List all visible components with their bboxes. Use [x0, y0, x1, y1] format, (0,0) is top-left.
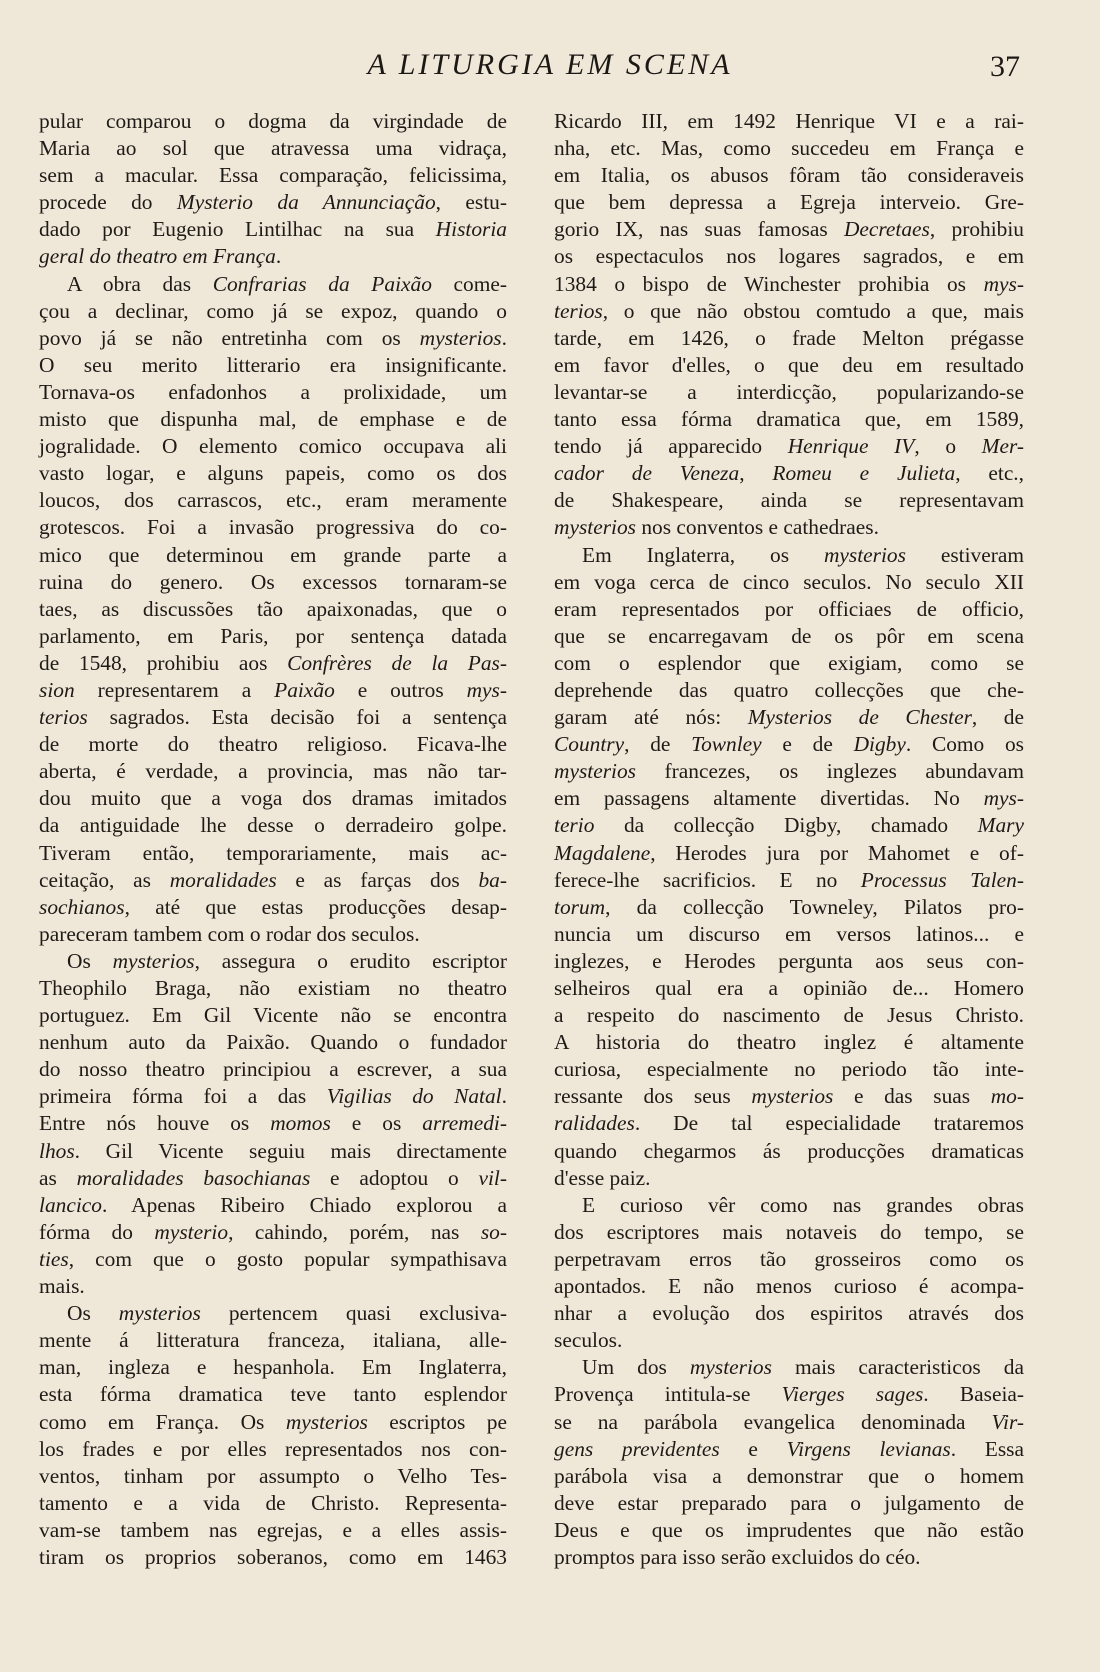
text-segment: , de [624, 732, 692, 757]
text-line [39, 1165, 507, 1192]
italic-text: mysterio [154, 1219, 229, 1244]
text-segment: tanto essa fórma dramatica que, em 1589, [554, 407, 1024, 432]
text-segment: . De tal especialidade trataremos [634, 1111, 1024, 1136]
italic-text: mo- [990, 1084, 1024, 1109]
italic-text: Mary [977, 813, 1024, 838]
text-segment: mais. [39, 1274, 85, 1299]
text-segment: fórma do [39, 1219, 155, 1244]
text-segment: escriptos pe [367, 1409, 507, 1434]
italic-text: terio [554, 813, 595, 838]
text-line [554, 1219, 1024, 1246]
text-segment: ceitação, as [39, 867, 170, 892]
text-segment: , etc., [955, 461, 1025, 486]
text-segment: aberta, é verdade, a provincia, mas não tar- [39, 759, 507, 784]
text-line [39, 758, 507, 785]
text-segment: nos conventos e cathedraes. [636, 515, 879, 540]
text-segment: vasto logar, e alguns papeis, como os dos [39, 461, 507, 486]
text-line [554, 1381, 1024, 1408]
text-segment: tarde, em 1426, o frade Melton prégasse [554, 325, 1024, 350]
text-line [39, 1029, 507, 1056]
text-segment: A historia do theatro inglez é altamente [554, 1030, 1024, 1055]
text-segment: man, ingleza e hespanhola. Em Inglaterra, [39, 1355, 507, 1380]
text-segment: Tornava-os enfadonhos a prolixidade, um [39, 379, 507, 404]
text-segment: , estu- [435, 190, 507, 215]
text-line [39, 596, 507, 623]
text-segment: Maria ao sol que atravessa uma vidraça, [39, 136, 507, 161]
text-segment: Um dos [582, 1355, 690, 1380]
text-segment: selheiros qual era a opinião de... Homero [554, 976, 1024, 1000]
text-segment: , da collecção Towneley, Pilatos pro- [605, 894, 1024, 919]
text-line [554, 1436, 1024, 1463]
italic-text: Townley [691, 732, 762, 757]
text-segment: francezes, os inglezes abundavam [636, 759, 1024, 784]
text-segment: pertencem quasi exclusiva- [200, 1301, 507, 1326]
text-segment: d'esse paiz. [554, 1165, 651, 1190]
text-segment: dou muito que a voga dos dramas imitados [39, 786, 507, 811]
italic-text: Magdalene [554, 840, 651, 865]
italic-text: mys- [466, 677, 507, 702]
text-segment: garam até nós: [554, 705, 748, 730]
italic-text: terios [554, 298, 603, 323]
text-segment: gorio IX, nas suas famosas [554, 217, 844, 242]
italic-text: Confrarias da Paixão [212, 271, 432, 296]
text-line [554, 975, 1024, 1002]
text-line [39, 704, 507, 731]
text-line [554, 1327, 1024, 1354]
text-line [39, 948, 507, 975]
text-line [554, 271, 1024, 298]
text-segment: do nosso theatro principiou a escrever, a sua [39, 1057, 507, 1082]
text-line [554, 1409, 1024, 1436]
text-line [554, 1490, 1024, 1517]
text-segment: curiosa, especialmente no periodo tão inte- [554, 1057, 1024, 1082]
text-line [39, 731, 507, 758]
page-number: 37 [990, 50, 1020, 83]
page-header [40, 48, 1060, 92]
text-line [554, 1273, 1024, 1300]
text-line [554, 325, 1024, 352]
text-line [39, 921, 507, 948]
text-segment: em favor d'elles, o que deu em resultado [554, 352, 1024, 377]
text-segment: promptos para isso serão excluidos do céo. [554, 1544, 921, 1569]
text-segment: da collecção Digby, chamado [594, 813, 978, 838]
text-line [554, 758, 1024, 785]
text-line [554, 812, 1024, 839]
text-line [554, 948, 1024, 975]
text-segment: ferece-lhe sacrificios. E no [554, 867, 861, 892]
text-segment: ruina do genero. Os excessos tornaram-se [39, 569, 507, 594]
text-line [39, 1544, 507, 1571]
italic-text: Henrique IV [787, 434, 915, 459]
text-segment: O seu merito litterario era insignificante. [39, 352, 507, 377]
text-segment: deprehende das quatro collecções que che- [554, 677, 1024, 702]
text-segment: . [501, 1084, 507, 1109]
text-line [554, 162, 1024, 189]
text-segment: Theophilo Braga, não existiam no theatro [39, 976, 507, 1000]
text-line [39, 569, 507, 596]
text-line [554, 352, 1024, 379]
text-segment: mico que determinou em grande parte a [39, 542, 507, 567]
text-segment: çou a declinar, como já se expoz, quando o [39, 298, 507, 323]
text-segment: . Gil Vicente seguiu mais directamente [74, 1138, 507, 1163]
italic-text: Mysterio da Annunciação [176, 190, 436, 215]
text-segment: e os [330, 1111, 423, 1136]
text-line [554, 216, 1024, 243]
text-line [554, 1300, 1024, 1327]
text-segment: Deus e que os imprudentes que não estão [554, 1517, 1024, 1542]
text-segment: jogralidade. O elemento comico occupava ali [39, 434, 507, 459]
italic-text: mysterios [112, 948, 195, 973]
text-segment: e de [761, 732, 854, 757]
italic-text: momos [270, 1111, 331, 1136]
text-line [39, 1354, 507, 1381]
text-line [554, 542, 1024, 569]
text-segment: come- [431, 271, 507, 296]
text-segment: Tiveram então, temporariamente, mais ac- [39, 840, 507, 865]
text-line [39, 460, 507, 487]
text-segment: e as farças dos [276, 867, 479, 892]
text-segment: vam-se tambem nas egrejas, e a elles assis- [39, 1517, 507, 1542]
text-segment: . Apenas Ribeiro Chiado explorou a [101, 1192, 507, 1217]
italic-text: Decretaes [843, 217, 930, 242]
text-segment: loucos, dos carrascos, etc., eram meramente [39, 488, 507, 513]
text-segment: e adoptou o [310, 1165, 479, 1190]
text-line [39, 1517, 507, 1544]
italic-text: torum [554, 894, 606, 919]
text-line [39, 325, 507, 352]
left-text-column [39, 108, 507, 1571]
italic-text: moralidades [169, 867, 277, 892]
text-segment: parábola visa a demonstrar que o homem [554, 1463, 1024, 1488]
italic-text: ties [39, 1246, 69, 1271]
text-line [39, 433, 507, 460]
text-line [39, 1246, 507, 1273]
text-line [554, 514, 1024, 541]
text-line [39, 1273, 507, 1300]
text-segment: Entre nós houve os [39, 1111, 271, 1136]
text-segment: . [275, 244, 282, 269]
text-line [39, 785, 507, 812]
text-segment: de Shakespeare, ainda se representavam [554, 488, 1024, 513]
italic-text: cador de Veneza [554, 461, 740, 486]
text-line [39, 975, 507, 1002]
text-line [554, 921, 1024, 948]
text-segment: nhar a evolução dos espiritos através dos [554, 1301, 1024, 1326]
text-line [39, 867, 507, 894]
text-line [39, 1381, 507, 1408]
text-segment: , [739, 461, 773, 486]
text-segment: Os [67, 948, 113, 973]
text-segment: dado por Eugenio Lintilhac na sua [39, 217, 436, 242]
text-line [554, 1165, 1024, 1192]
italic-text: mysterios [751, 1084, 834, 1109]
text-line [554, 1544, 1024, 1571]
italic-text: Country [554, 732, 625, 757]
text-segment: em passagens altamente divertidas. No [554, 786, 984, 811]
text-line [554, 487, 1024, 514]
text-line [554, 460, 1024, 487]
text-line [39, 542, 507, 569]
italic-text: Virgens levianas [786, 1436, 951, 1461]
text-segment: da antiguidade lhe desse o derradeiro golpe. [39, 813, 507, 838]
text-segment: Em Inglaterra, os [582, 542, 824, 567]
italic-text: sion [39, 677, 75, 702]
text-line [39, 1056, 507, 1083]
text-segment: tendo já apparecido [554, 434, 788, 459]
italic-text: arremedi- [422, 1111, 507, 1136]
text-segment: esta fórma dramatica teve tanto esplendor [39, 1382, 507, 1407]
text-line [39, 135, 507, 162]
italic-text: mysterios [823, 542, 906, 567]
italic-text: mysterios [554, 759, 636, 784]
text-line [554, 298, 1024, 325]
text-segment: que se encarregavam de os pôr em scena [554, 623, 1024, 648]
text-segment: representarem a [74, 677, 275, 702]
text-line [554, 1056, 1024, 1083]
text-line [554, 108, 1024, 135]
italic-text: geral do theatro em França [39, 244, 276, 269]
text-line [554, 406, 1024, 433]
text-line [39, 162, 507, 189]
text-segment: a respeito do nascimento de Jesus Christo. [554, 1003, 1024, 1028]
text-segment: os espectaculos nos logares sagrados, e em [554, 244, 1024, 269]
text-line [554, 894, 1024, 921]
text-segment: grotescos. Foi a invasão progressiva do co- [39, 515, 507, 540]
italic-text: mysterios [118, 1301, 201, 1326]
italic-text: Romeu e Julieta [772, 461, 956, 486]
text-segment: . Baseia- [923, 1382, 1025, 1407]
italic-text: so- [480, 1219, 507, 1244]
text-segment: Ricardo III, em 1492 Henrique VI e a rai- [554, 109, 1024, 133]
italic-text: Digby [853, 732, 906, 757]
text-segment: tiram os proprios soberanos, como em 1463 [39, 1544, 507, 1569]
text-segment: , cahindo, porém, nas [228, 1219, 481, 1244]
text-line [39, 1192, 507, 1219]
text-segment: sagrados. Esta decisão foi a sentença [87, 705, 507, 730]
text-line [554, 1517, 1024, 1544]
text-segment: deve estar preparado para o julgamento de [554, 1490, 1024, 1515]
text-line [39, 1110, 507, 1137]
italic-text: Historia [435, 217, 507, 242]
text-line [39, 1300, 507, 1327]
text-segment: estiveram [905, 542, 1024, 567]
text-line [39, 1490, 507, 1517]
text-segment: , prohibiu [929, 217, 1024, 242]
right-text-column [554, 108, 1024, 1571]
text-segment: seculos. [554, 1328, 623, 1353]
text-segment: quando chegarmos ás producções dramaticas [554, 1138, 1024, 1163]
text-segment: e [719, 1436, 787, 1461]
text-line [554, 135, 1024, 162]
text-segment: que bem depressa a Egreja interveio. Gre- [554, 190, 1024, 215]
text-line [554, 1246, 1024, 1273]
text-segment: nha, etc. Mas, como succedeu em França e [554, 136, 1024, 161]
text-line [554, 243, 1024, 270]
text-segment: pareceram tambem com o rodar dos seculos. [39, 921, 420, 946]
text-line [554, 596, 1024, 623]
text-segment: , o que não obstou comtudo a que, mais [602, 298, 1024, 323]
text-segment: , de [971, 705, 1024, 730]
text-segment: , o [914, 434, 982, 459]
text-line [39, 894, 507, 921]
text-segment: mente á litteratura franceza, italiana, alle- [39, 1328, 507, 1353]
text-line [39, 216, 507, 243]
italic-text: ralidades [554, 1111, 635, 1136]
text-segment: E curioso vêr como nas grandes obras [582, 1192, 1024, 1217]
text-segment: . [501, 325, 507, 350]
text-segment: portuguez. Em Gil Vicente não se encontra [39, 1003, 507, 1028]
text-line [39, 623, 507, 650]
italic-text: mysterios [285, 1409, 368, 1434]
text-segment: levantar-se a interdicção, popularizando-se [554, 379, 1024, 404]
italic-text: lhos [39, 1138, 75, 1163]
text-segment: em voga cerca de cinco seculos. No seculo XII [554, 569, 1024, 594]
text-line [554, 379, 1024, 406]
italic-text: lancico [39, 1192, 102, 1217]
text-line [39, 650, 507, 677]
text-line [39, 840, 507, 867]
text-line [39, 243, 507, 270]
italic-text: Vir- [991, 1409, 1024, 1434]
text-segment: , até que estas producções desap- [124, 894, 507, 919]
text-segment: primeira fórma foi a das [39, 1084, 327, 1109]
italic-text: Mer- [981, 434, 1024, 459]
text-segment: como em França. Os [39, 1409, 286, 1434]
text-segment: . Como os [905, 732, 1024, 757]
text-segment: eram representados por officiaes de officio, [554, 596, 1024, 621]
italic-text: Vigilias do Natal [326, 1084, 502, 1109]
text-line [39, 1083, 507, 1110]
italic-text: terios [39, 705, 88, 730]
text-segment: e outros [334, 677, 467, 702]
text-segment: nenhum auto da Paixão. Quando o fundador [39, 1030, 507, 1055]
text-segment: tamento e a vida de Christo. Representa- [39, 1490, 507, 1515]
italic-text: mysterios [554, 515, 636, 540]
text-line [39, 487, 507, 514]
text-segment: , assegura o erudito escriptor [194, 948, 507, 973]
italic-text: Mysterios de Chester [747, 705, 972, 730]
text-segment: apontados. E não menos curioso é acompa- [554, 1274, 1024, 1299]
text-segment: ressante dos seus [554, 1084, 752, 1109]
italic-text: Paixão [274, 677, 335, 702]
text-line [39, 1138, 507, 1165]
text-line [554, 433, 1024, 460]
text-segment: 1384 o bispo de Winchester prohibia os [554, 271, 984, 296]
text-segment: de morte do theatro religioso. Ficava-lhe [39, 732, 507, 757]
text-line [39, 379, 507, 406]
text-segment: em Italia, os abusos fôram tão consideraveis [554, 163, 1024, 188]
italic-text: gens previdentes [554, 1436, 720, 1461]
text-line [554, 650, 1024, 677]
text-line [39, 1436, 507, 1463]
text-line [554, 704, 1024, 731]
text-line [39, 1409, 507, 1436]
text-line [39, 514, 507, 541]
text-segment: Os [67, 1301, 119, 1326]
text-segment: povo já se não entretinha com os [39, 325, 420, 350]
text-line [554, 1002, 1024, 1029]
text-line [39, 812, 507, 839]
text-line [554, 677, 1024, 704]
italic-text: Vierges sages [781, 1382, 924, 1407]
text-segment: pular comparou o dogma da virgindade de [39, 109, 507, 133]
text-line [554, 189, 1024, 216]
italic-text: Confrères de la Pas- [287, 650, 507, 675]
italic-text: mysterios [419, 325, 502, 350]
text-segment: de 1548, prohibiu aos [39, 650, 288, 675]
text-line [39, 189, 507, 216]
text-segment: A obra das [67, 271, 213, 296]
text-segment: misto que dispunha mal, de emphase e de [39, 407, 507, 432]
italic-text: Processus Talen- [860, 867, 1024, 892]
text-segment: Provença intitula-se [554, 1382, 782, 1407]
text-line [554, 1138, 1024, 1165]
text-segment: taes, as discussões tão apaixonadas, que o [39, 596, 507, 621]
text-line [39, 677, 507, 704]
text-segment: ventos, tinham por assumpto o Velho Tes- [39, 1463, 507, 1488]
text-segment: e das suas [833, 1084, 991, 1109]
text-line [554, 1463, 1024, 1490]
italic-text: mysterios [689, 1355, 772, 1380]
text-line [39, 1219, 507, 1246]
text-segment: nuncia um discurso em versos latinos... e [554, 921, 1024, 946]
text-line [554, 867, 1024, 894]
text-line [39, 271, 507, 298]
italic-text: mys- [983, 786, 1024, 811]
running-title: A LITURGIA EM SCENA [367, 48, 733, 81]
text-line [39, 1463, 507, 1490]
italic-text: ba- [478, 867, 507, 892]
text-segment: dos escriptores mais notaveis do tempo, se [554, 1219, 1024, 1244]
text-line [39, 352, 507, 379]
text-line [554, 623, 1024, 650]
text-line [554, 731, 1024, 758]
text-line [39, 1002, 507, 1029]
text-segment: . Essa [950, 1436, 1024, 1461]
text-segment: com o esplendor que exigiam, como se [554, 650, 1024, 675]
text-line [554, 1354, 1024, 1381]
text-segment: , Herodes jura por Mahomet e of- [650, 840, 1024, 865]
italic-text: sochianos [39, 894, 125, 919]
italic-text: vil- [478, 1165, 507, 1190]
text-line [554, 1110, 1024, 1137]
text-line [554, 1083, 1024, 1110]
italic-text: mys- [983, 271, 1024, 296]
text-segment: , com que o gosto popular sympathisava [68, 1246, 507, 1271]
text-segment: sem a macular. Essa comparação, felicissima, [39, 163, 507, 188]
text-line [554, 785, 1024, 812]
text-segment: inglezes, e Herodes pergunta aos seus con- [554, 948, 1024, 973]
text-line [554, 840, 1024, 867]
italic-text: moralidades basochianas [76, 1165, 311, 1190]
text-segment: procede do [39, 190, 177, 215]
text-line [554, 1029, 1024, 1056]
text-line [39, 406, 507, 433]
text-line [39, 1327, 507, 1354]
text-line [554, 569, 1024, 596]
text-line [554, 1192, 1024, 1219]
text-line [39, 298, 507, 325]
text-segment: mais caracteristicos da [771, 1355, 1025, 1380]
text-line [39, 108, 507, 135]
text-segment: parlamento, em Paris, por sentença datada [39, 623, 507, 648]
text-segment: perpetravam erros tão grosseiros como os [554, 1246, 1024, 1271]
text-segment: los frades e por elles representados nos con- [39, 1436, 507, 1461]
text-segment: as [39, 1165, 77, 1190]
text-segment: se na parábola evangelica denominada [554, 1409, 992, 1434]
